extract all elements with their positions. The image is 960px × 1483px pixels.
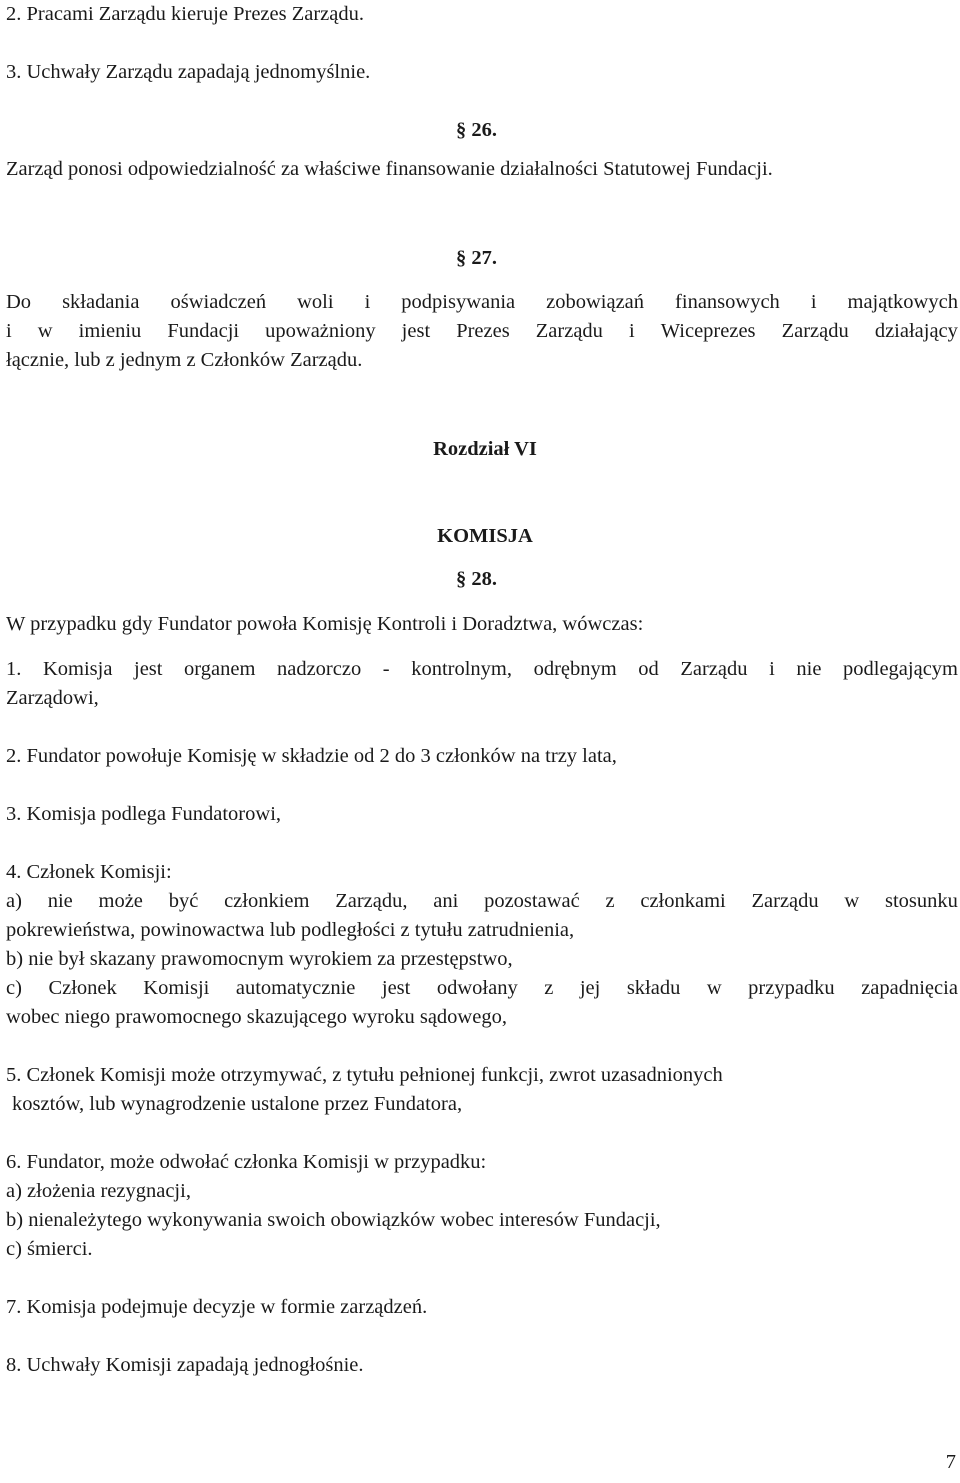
section-27-line-3: łącznie, lub z jednym z Członków Zarządu. — [6, 349, 363, 371]
section-symbol: § — [456, 568, 467, 590]
section-26-text: Zarząd ponosi odpowiedzialność za właściwe finansowanie działalności Statutowej Fundacji. — [6, 158, 773, 180]
point-6b: b) nienależytego wykonywania swoich obowiązków wobec interesów Fundacji, — [6, 1209, 661, 1231]
point-6: 6. Fundator, może odwołać członka Komisji w przypadku: — [6, 1151, 487, 1173]
point-4a-line-2: pokrewieństwa, powinowactwa lub podległości z tytułu zatrudnienia, — [6, 919, 575, 941]
point-4c-line-1: c) Członek Komisji automatycznie jest odwołany z jej składu w przypadku zapadnięcia — [6, 977, 958, 999]
section-number: 27. — [471, 247, 497, 269]
section-26-heading — [456, 116, 497, 145]
section-28-heading — [456, 565, 497, 594]
section-28-intro: W przypadku gdy Fundator powoła Komisję Kontroli i Doradztwa, wówczas: — [6, 613, 644, 635]
section-27-line-1: Do składania oświadczeń woli i podpisywania zobowiązań finansowych i majątkowych — [6, 291, 958, 313]
point-5-line-2: kosztów, lub wynagrodzenie ustalone przez Fundatora, — [12, 1093, 463, 1115]
point-4c-line-2: wobec niego prawomocnego skazującego wyroku sądowego, — [6, 1006, 507, 1028]
section-symbol: § — [456, 247, 467, 269]
point-2: 2. Fundator powołuje Komisję w składzie od 2 do 3 członków na trzy lata, — [6, 745, 617, 767]
section-number: 28. — [471, 568, 497, 590]
point-4b: b) nie był skazany prawomocnym wyrokiem za przestępstwo, — [6, 948, 513, 970]
section-number: 26. — [471, 119, 497, 141]
section-27-heading — [456, 244, 497, 273]
point-1-line-1: 1. Komisja jest organem nadzorczo - kontrolnym, odrębnym od Zarządu i nie podlegającym — [6, 658, 958, 680]
point-3: 3. Komisja podlega Fundatorowi, — [6, 803, 282, 825]
page-number: 7 — [945, 1451, 956, 1473]
item-3: 3. Uchwały Zarządu zapadają jednomyślnie. — [6, 61, 371, 83]
point-4: 4. Członek Komisji: — [6, 861, 172, 883]
item-2: 2. Pracami Zarządu kieruje Prezes Zarządu. — [6, 3, 364, 25]
point-5-line-1: 5. Członek Komisji może otrzymywać, z tytułu pełnionej funkcji, zwrot uzasadnionych — [6, 1064, 723, 1086]
chapter-title: Rozdział VI — [433, 438, 537, 460]
point-4a-line-1: a) nie może być członkiem Zarządu, ani pozostawać z członkami Zarządu w stosunku — [6, 890, 958, 912]
point-7: 7. Komisja podejmuje decyzje w formie zarządzeń. — [6, 1296, 428, 1318]
section-symbol: § — [456, 119, 467, 141]
point-8: 8. Uchwały Komisji zapadają jednogłośnie. — [6, 1354, 364, 1376]
section-27-line-2: i w imieniu Fundacji upoważniony jest Prezes Zarządu i Wiceprezes Zarządu działający — [6, 320, 958, 342]
point-1-line-2: Zarządowi, — [6, 687, 99, 709]
point-6a: a) złożenia rezygnacji, — [6, 1180, 191, 1202]
point-6c: c) śmierci. — [6, 1238, 93, 1260]
chapter-name: KOMISJA — [437, 525, 533, 547]
